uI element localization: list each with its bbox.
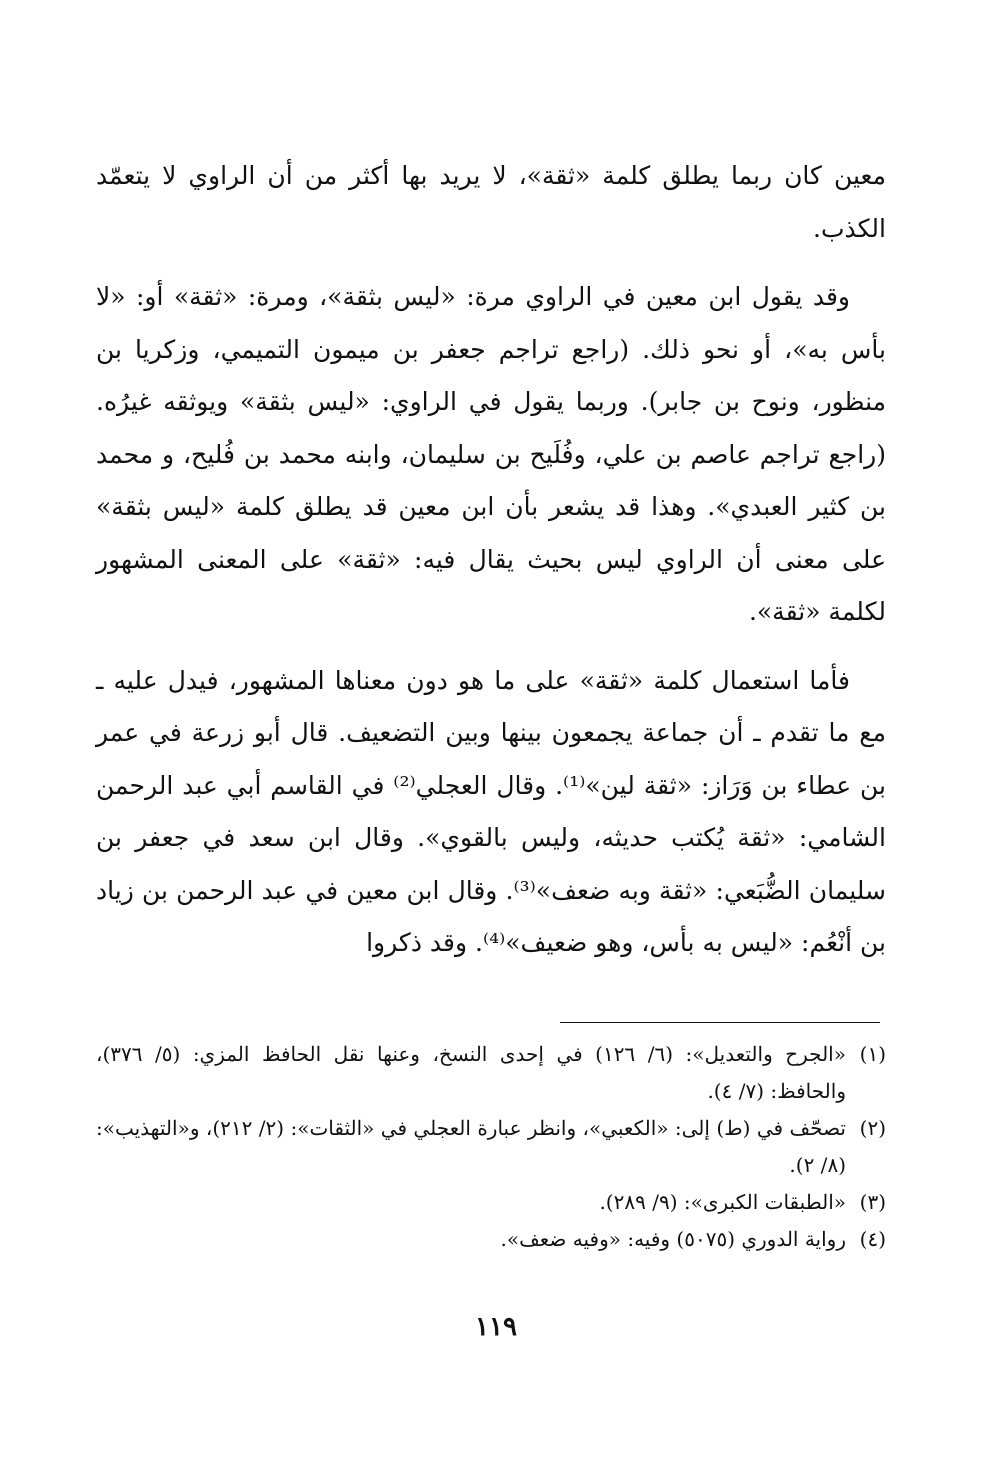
footnote-number: (٢) bbox=[859, 1116, 886, 1140]
footnote-text: «الطبقات الكبرى»: (٩/ ٢٨٩). bbox=[599, 1190, 846, 1214]
footnote-number: (١) bbox=[859, 1042, 886, 1066]
paragraph-1: معين كان ربما يطلق كلمة «ثقة»، لا يريد بها أكثر من أن الراوي لا يتعمّد الكذب. bbox=[96, 161, 886, 243]
main-text bbox=[96, 150, 886, 970]
footnote-text: تصحّف في (ط) إلى: «الكعبي»، وانظر عبارة العجلي في «الثقات»: (٢/ ٢١٢)، و«التهذيب»: (٨/ ٢). bbox=[96, 1116, 846, 1177]
footnote-1 bbox=[96, 1036, 886, 1110]
footnote-separator bbox=[560, 1022, 880, 1023]
footnote-text: «الجرح والتعديل»: (٦/ ١٢٦) في إحدى النسخ، وعنها نقل الحافظ المزي: (٥/ ٣٧٦)، والحافظ: (٧/ ٤). bbox=[96, 1042, 846, 1103]
footnote-number: (٤) bbox=[859, 1227, 886, 1251]
footnote-number: (٣) bbox=[859, 1190, 886, 1214]
page-number: ١١٩ bbox=[475, 1312, 517, 1342]
paragraph-2: وقد يقول ابن معين في الراوي مرة: «ليس بثقة»، ومرة: «ثقة» أو: «لا بأس به»، أو نحو ذلك. (راجع تراجم جعفر بن ميمون التميمي، وزكريا بن منظور، ونوح بن جابر). وربما يقول في الراوي: «ليس بثقة» ويوثقه غيرُه. (راجع تراجم عاصم بن علي، وفُلَيح بن سليمان، وابنه محمد بن فُليح، و محمد بن كثير العبدي». وهذا قد يشعر بأن ابن معين قد يطلق كلمة «ليس بثقة» على معنى أن الراوي ليس بحيث يقال فيه: «ثقة» على المعنى المشهور لكلمة «ثقة». bbox=[96, 282, 886, 626]
footnote-3 bbox=[96, 1184, 886, 1221]
footnote-2 bbox=[96, 1110, 886, 1184]
footnotes bbox=[96, 1036, 886, 1258]
paragraph-3: فأما استعمال كلمة «ثقة» على ما هو دون معناها المشهور، فيدل عليه ـ مع ما تقدم ـ أن جماعة يجمعون بينها وبين التضعيف. قال أبو زرعة في عمر بن عطاء بن وَرَاز: «ثقة لين»⁽¹⁾. وقال العجلي⁽²⁾ في القاسم أبي عبد الرحمن الشامي: «ثقة يُكتب حديثه، وليس بالقوي». وقال ابن سعد في جعفر بن سليمان الضُّبَعي: «ثقة وبه ضعف»⁽³⁾. وقال ابن معين في عبد الرحمن بن زياد بن أنْعُم: «ليس به بأس، وهو ضعيف»⁽⁴⁾. وقد ذكروا bbox=[96, 665, 886, 957]
footnote-text: رواية الدوري (٥٠٧٥) وفيه: «وفيه ضعف». bbox=[500, 1227, 846, 1251]
footnote-4 bbox=[96, 1221, 886, 1258]
